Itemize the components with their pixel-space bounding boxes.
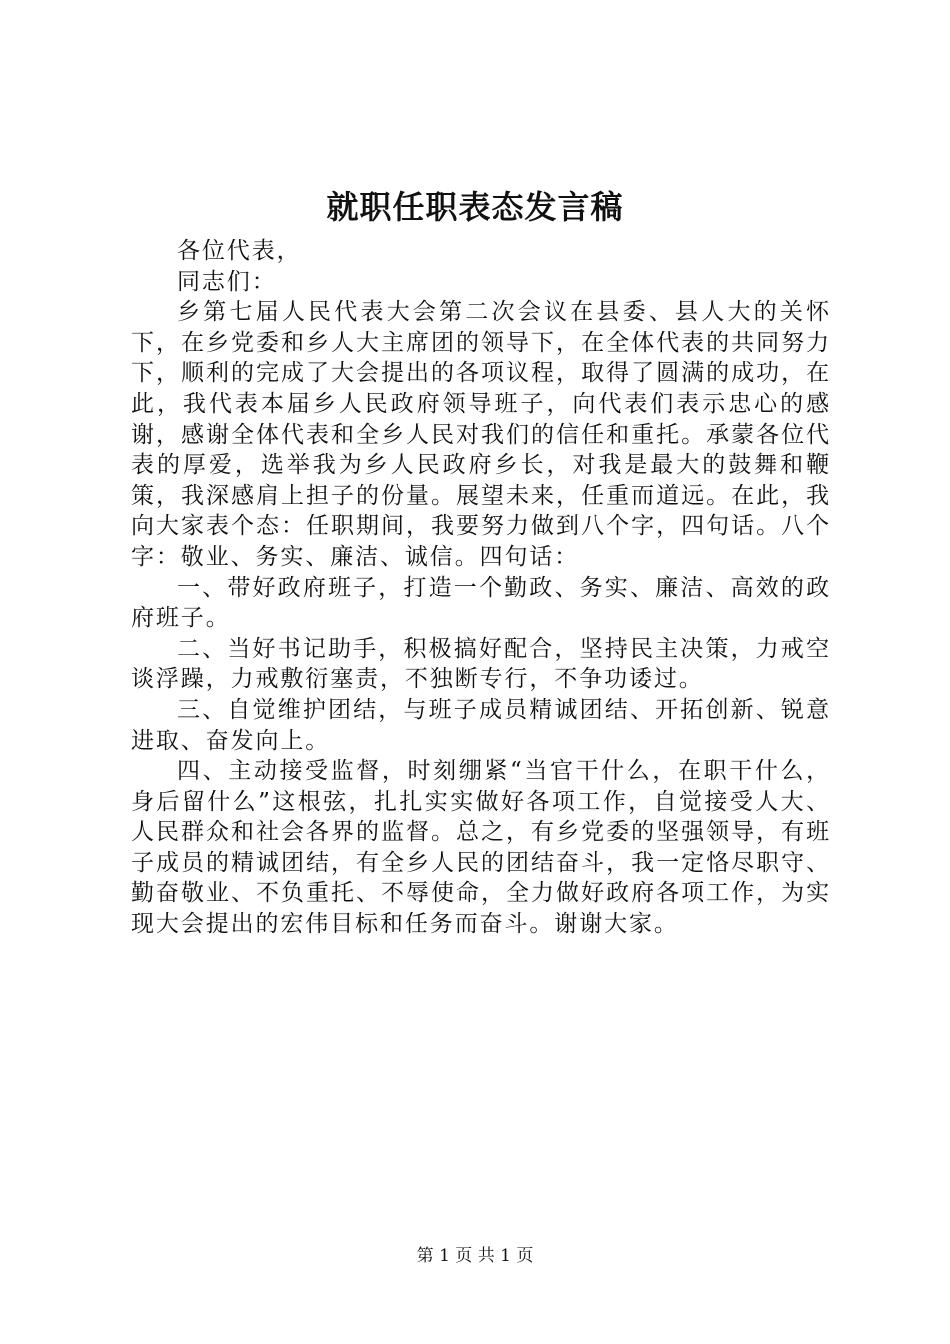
paragraph-point-three: 三、自觉维护团结，与班子成员精诚团结、开拓创新、锐意进取、奋发向上。: [131, 696, 831, 754]
document-body: [131, 236, 831, 940]
page-number-footer: 第 1 页 共 1 页: [416, 1246, 534, 1266]
paragraph-salutation-comrades: 同志们：: [177, 268, 277, 295]
paragraph-point-four: 四、主动接受监督，时刻绷紧“当官干什么，在职干什么，身后留什么”这根弦，扎扎实实做好各项工作，自觉接受人大、人民群众和社会各界的监督。总之，有乡党委的坚强领导，有班子成员的精诚团结，有全乡人民的团结奋斗，我一定恪尽职守、勤奋敬业、不负重托、不辱使命，全力做好政府各项工作，为实现大会提出的宏伟目标和任务而奋斗。谢谢大家。: [131, 758, 831, 938]
paragraph-intro: 乡第七届人民代表大会第二次会议在县委、县人大的关怀下，在乡党委和乡人大主席团的领导下，在全体代表的共同努力下，顺利的完成了大会提出的各项议程，取得了圆满的成功，在此，我代表本届乡人民政府领导班子，向代表们表示忠心的感谢，感谢全体代表和全乡人民对我们的信任和重托。承蒙各位代表的厚爱，选举我为乡人民政府乡长，对我是最大的鼓舞和鞭策，我深感肩上担子的份量。展望未来，任重而道远。在此，我向大家表个态：任职期间，我要努力做到八个字，四句话。八个字：敬业、务实、廉洁、诚信。四句话：: [131, 299, 831, 570]
document-title: 就职任职表态发言稿: [326, 188, 624, 226]
paragraph-point-one: 一、带好政府班子，打造一个勤政、务实、廉洁、高效的政府班子。: [131, 574, 831, 632]
paragraph-point-two: 二、当好书记助手，积极搞好配合，坚持民主决策，力戒空谈浮躁，力戒敷衍塞责，不独断专行，不争功诿过。: [131, 635, 831, 693]
paragraph-salutation-delegates: 各位代表，: [177, 238, 302, 264]
